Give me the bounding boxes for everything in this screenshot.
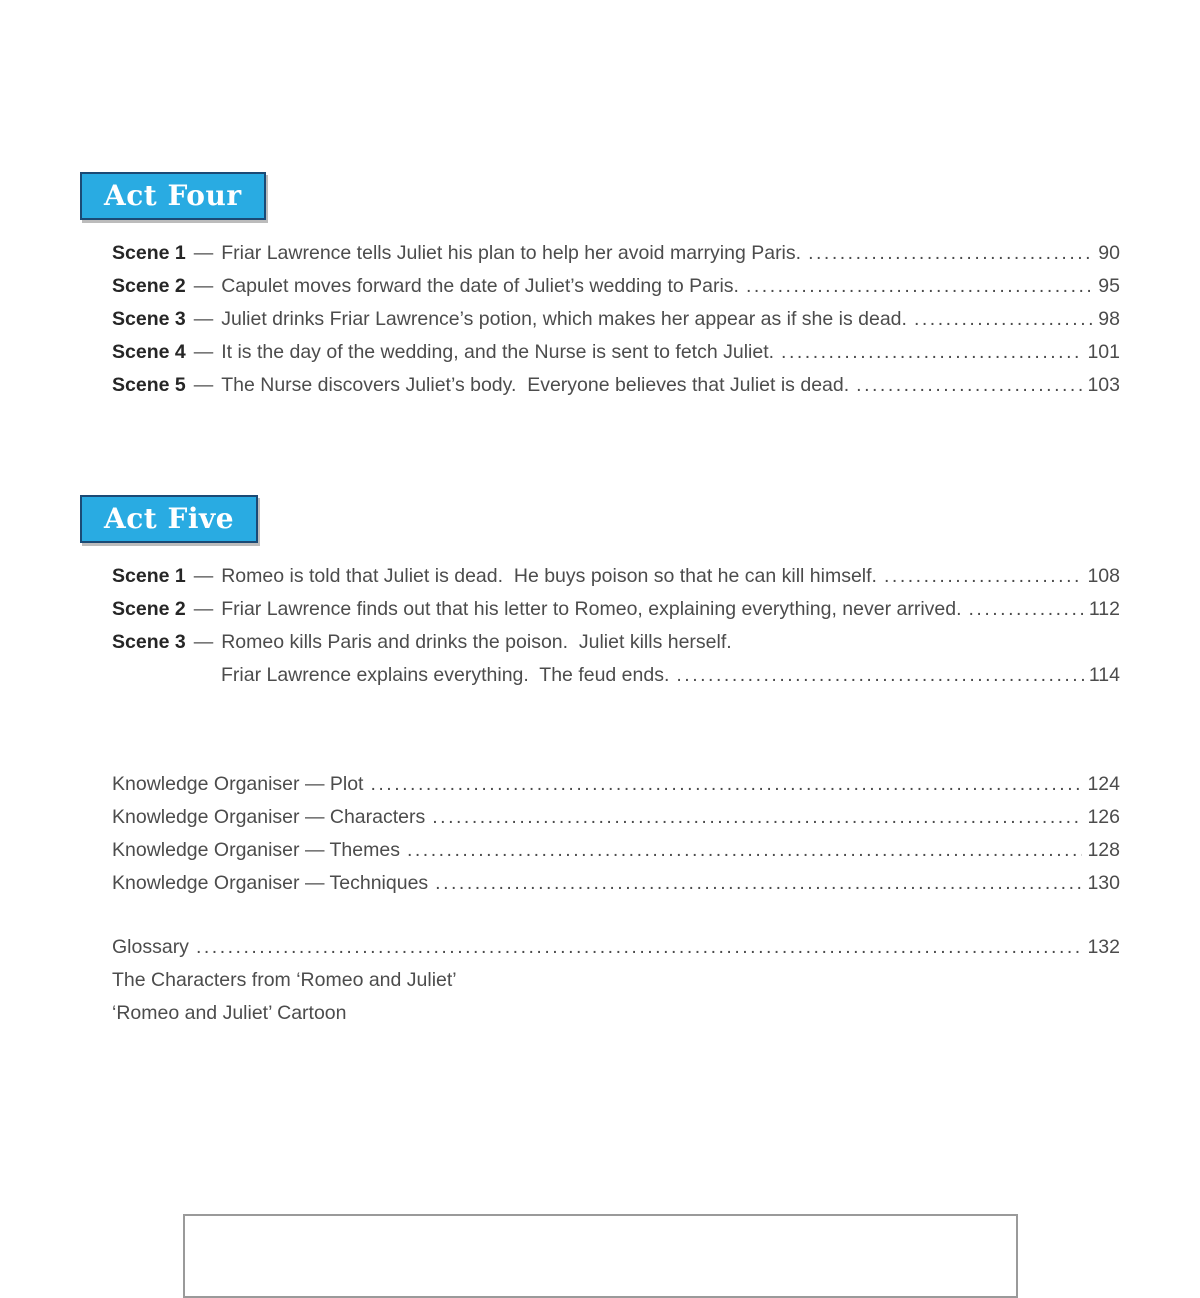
dot-leader xyxy=(676,659,1084,692)
scene-label: Scene 1 xyxy=(112,565,186,587)
dot-leader xyxy=(407,834,1083,867)
entry-text: Glossary xyxy=(112,936,189,958)
cartoon-entry xyxy=(112,997,1120,1030)
act-five-header xyxy=(80,495,258,543)
page-number: 114 xyxy=(1088,664,1120,686)
dot-leader xyxy=(781,336,1082,369)
dash-separator: — xyxy=(193,631,214,653)
page-number: 108 xyxy=(1087,565,1120,587)
knowledge-organiser-entry xyxy=(112,834,1120,867)
scene-label: Scene 2 xyxy=(112,275,186,297)
toc-entry xyxy=(112,270,1120,303)
page-number: 132 xyxy=(1087,936,1120,958)
entry-text: The Characters from ‘Romeo and Juliet’ xyxy=(112,969,457,991)
toc-entry xyxy=(112,369,1120,402)
page-number: 98 xyxy=(1098,308,1120,330)
scene-label: Scene 2 xyxy=(112,598,186,620)
page-number: 128 xyxy=(1087,839,1120,861)
dash-separator: — xyxy=(193,275,214,297)
scene-description: Friar Lawrence finds out that his letter to Romeo, explaining everything, never arrived. xyxy=(221,598,962,620)
scene-description: Romeo kills Paris and drinks the poison. Juliet kills herself. xyxy=(221,631,732,653)
dot-leader xyxy=(884,560,1082,593)
dash-separator: — xyxy=(193,565,214,587)
dot-leader xyxy=(808,237,1093,270)
dash-separator: — xyxy=(193,242,214,264)
dot-leader xyxy=(432,801,1082,834)
dot-leader xyxy=(435,867,1082,900)
act-four-header xyxy=(80,172,266,220)
next-section-box xyxy=(183,1214,1018,1298)
page-number: 101 xyxy=(1087,341,1120,363)
dash-separator: — xyxy=(193,374,214,396)
scene-description: Friar Lawrence tells Juliet his plan to help her avoid marrying Paris. xyxy=(221,242,802,264)
toc-entry-continuation xyxy=(112,659,1120,692)
scene-label: Scene 1 xyxy=(112,242,186,264)
page-number: 95 xyxy=(1098,275,1120,297)
page-number: 124 xyxy=(1087,773,1120,795)
act-four-entries xyxy=(112,237,1120,402)
dash-separator: — xyxy=(193,341,214,363)
dot-leader xyxy=(370,768,1082,801)
scene-label: Scene 5 xyxy=(112,374,186,396)
scene-description: Juliet drinks Friar Lawrence’s potion, which makes her appear as if she is dead. xyxy=(221,308,907,330)
scene-label: Scene 3 xyxy=(112,631,186,653)
scene-description-continued: Friar Lawrence explains everything. The feud ends. xyxy=(221,664,670,686)
entry-text: Knowledge Organiser — Techniques xyxy=(112,872,429,894)
extra-entries xyxy=(112,931,1120,1030)
toc-entry xyxy=(112,336,1120,369)
dash-separator: — xyxy=(193,598,214,620)
act-five-title: Act Five xyxy=(104,502,235,535)
entry-text: Knowledge Organiser — Plot xyxy=(112,773,364,795)
knowledge-organiser-entry xyxy=(112,768,1120,801)
dot-leader xyxy=(914,303,1093,336)
toc-entry xyxy=(112,560,1120,593)
scene-label: Scene 3 xyxy=(112,308,186,330)
scene-label: Scene 4 xyxy=(112,341,186,363)
toc-entry xyxy=(112,626,1120,659)
act-four-title: Act Four xyxy=(104,179,242,212)
page-number: 130 xyxy=(1087,872,1120,894)
entry-text: Knowledge Organiser — Themes xyxy=(112,839,400,861)
dot-leader xyxy=(196,931,1083,964)
scene-description: Romeo is told that Juliet is dead. He buys poison so that he can kill himself. xyxy=(221,565,877,587)
toc-page xyxy=(104,0,1120,1030)
dot-leader xyxy=(969,593,1084,626)
knowledge-organiser-entry xyxy=(112,867,1120,900)
entry-text: Knowledge Organiser — Characters xyxy=(112,806,426,828)
page-number: 112 xyxy=(1088,598,1120,620)
knowledge-organiser-entries xyxy=(112,768,1120,900)
knowledge-organiser-entry xyxy=(112,801,1120,834)
scene-description: Capulet moves forward the date of Juliet’s wedding to Paris. xyxy=(221,275,739,297)
dash-separator: — xyxy=(193,308,214,330)
dot-leader xyxy=(746,270,1093,303)
toc-entry xyxy=(112,237,1120,270)
page-number: 126 xyxy=(1087,806,1120,828)
scene-description: It is the day of the wedding, and the Nurse is sent to fetch Juliet. xyxy=(221,341,775,363)
characters-entry xyxy=(112,964,1120,997)
act-five-entries xyxy=(112,560,1120,692)
toc-entry xyxy=(112,303,1120,336)
glossary-entry xyxy=(112,931,1120,964)
scene-description: The Nurse discovers Juliet’s body. Everyone believes that Juliet is dead. xyxy=(221,374,850,396)
page-number: 103 xyxy=(1087,374,1120,396)
entry-text: ‘Romeo and Juliet’ Cartoon xyxy=(112,1002,347,1024)
dot-leader xyxy=(856,369,1082,402)
toc-entry xyxy=(112,593,1120,626)
page-number: 90 xyxy=(1098,242,1120,264)
